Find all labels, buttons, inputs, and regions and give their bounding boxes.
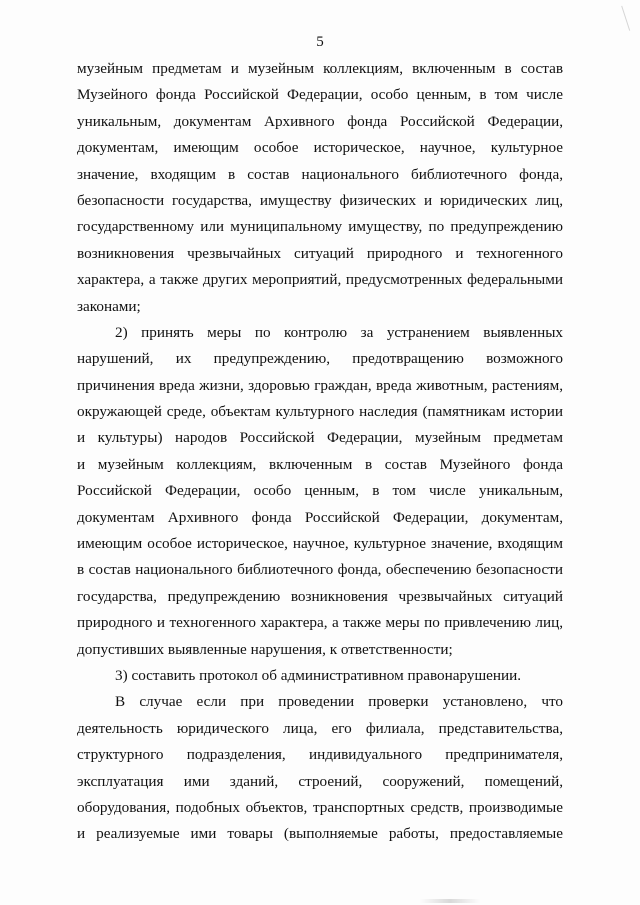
scan-artifact	[621, 3, 638, 31]
text-line: характера, а также других мероприятий, предусмотренных федеральными	[77, 271, 563, 289]
text-line: имеющим особое историческое, научное, культурное значение, входящим	[77, 535, 563, 553]
text-line: документам Архивного фонда Российской Федерации, документам,	[77, 508, 563, 526]
text-line: деятельность юридического лица, его филиала, представительства,	[77, 719, 563, 737]
text-line: и реализуемые ими товары (выполняемые работы, предоставляемые	[77, 825, 563, 843]
text-line: уникальным, документам Архивного фонда Российской Федерации,	[77, 112, 563, 130]
text-line: значение, входящим в состав национального библиотечного фонда,	[77, 165, 563, 183]
text-line: Музейного фонда Российской Федерации, особо ценным, в том числе	[77, 86, 563, 104]
text-line: природного и техногенного характера, а также меры по привлечению лиц,	[77, 614, 563, 632]
text-line: и музейным коллекциям, включенным в состав Музейного фонда	[77, 455, 563, 473]
scan-artifact	[420, 899, 480, 903]
text-line: законами;	[77, 297, 141, 315]
text-line: безопасности государства, имуществу физических и юридических лиц,	[77, 191, 563, 209]
text-line: документам, имеющим особое историческое, научное, культурное	[77, 139, 563, 157]
text-line: 2) принять меры по контролю за устранением выявленных	[115, 323, 563, 341]
text-line: окружающей среде, объектам культурного наследия (памятникам истории	[77, 403, 563, 421]
text-line: государства, предупреждению возникновения чрезвычайных ситуаций	[77, 587, 563, 605]
text-line: структурного подразделения, индивидуального предпринимателя,	[77, 746, 563, 764]
text-line: причинения вреда жизни, здоровью граждан, вреда животным, растениям,	[77, 376, 563, 394]
text-line: 3) составить протокол об административном правонарушении.	[115, 666, 522, 684]
document-body	[77, 56, 563, 848]
text-line: эксплуатация ими зданий, строений, сооружений, помещений,	[77, 772, 563, 790]
text-line: и культуры) народов Российской Федерации, музейным предметам	[77, 429, 563, 447]
text-line: возникновения чрезвычайных ситуаций природного и техногенного	[77, 244, 563, 262]
text-line: в состав национального библиотечного фонда, обеспечению безопасности	[77, 561, 563, 579]
text-line: государственному или муниципальному имуществу, по предупреждению	[77, 218, 563, 236]
text-line: нарушений, их предупреждению, предотвращению возможного	[77, 350, 563, 368]
text-line: В случае если при проведении проверки установлено, что	[115, 693, 563, 711]
text-line: допустивших выявленные нарушения, к ответственности;	[77, 640, 453, 658]
text-line: Российской Федерации, особо ценным, в том числе уникальным,	[77, 482, 563, 500]
page-number: 5	[316, 34, 324, 50]
text-line: музейным предметам и музейным коллекциям, включенным в состав	[77, 60, 563, 77]
text-line: оборудования, подобных объектов, транспортных средств, производимые	[77, 798, 563, 816]
